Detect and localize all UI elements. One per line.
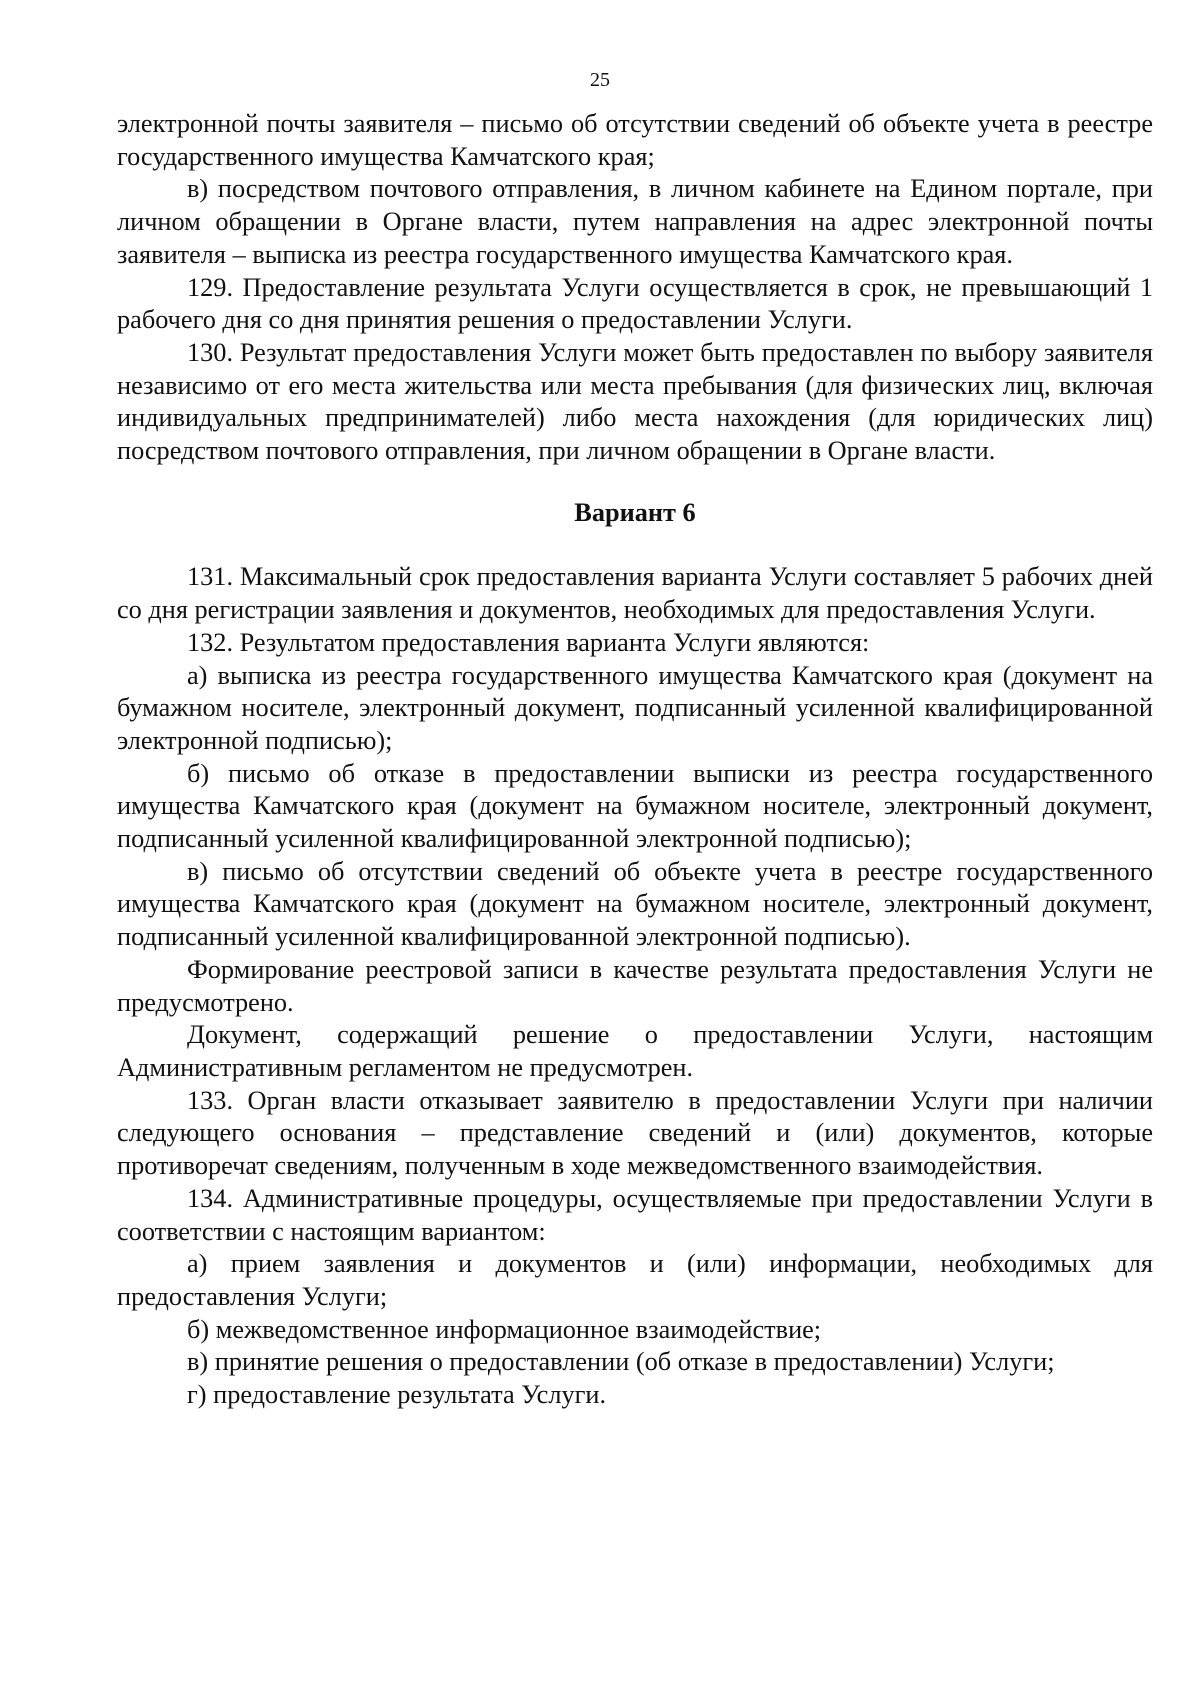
page-number: 25: [590, 69, 610, 91]
paragraph-134-g: г) предоставление результата Услуги.: [187, 1380, 607, 1410]
paragraph-132-b: б) письмо об отказе в предоставлении выписки из реестра государственного имущества Камчатского края (документ на бумажном носителе, электронный документ, подписанный усиленной квалифицированной электронной подписью);: [117, 758, 1153, 854]
paragraph-132-v: в) письмо об отсутствии сведений об объекте учета в реестре государственного имущества Камчатского края (документ на бумажном носителе, электронный документ, подписанный усиленной квалифицированной электронной подписью).: [117, 856, 1153, 952]
paragraph-132: 132. Результатом предоставления варианта Услуги являются:: [187, 627, 870, 657]
paragraph-132-a: а) выписка из реестра государственного имущества Камчатского края (документ на бумажном носителе, электронный документ, подписанный усиленной квалифицированной электронной подписью);: [117, 660, 1153, 755]
paragraph-134: 134. Административные процедуры, осуществляемые при предоставлении Услуги в соответствии с настоящим вариантом:: [117, 1183, 1153, 1246]
paragraph-134-a: а) прием заявления и документов и (или) информации, необходимых для предоставления Услуги;: [117, 1249, 1153, 1311]
paragraph-129: 129. Предоставление результата Услуги осуществляется в срок, не превышающий 1 рабочего дня со дня принятия решения о предоставлении Услуги.: [117, 272, 1153, 335]
paragraph-continuation: электронной почты заявителя – письмо об отсутствии сведений об объекте учета в реестре государственного имущества Камчатского края;: [117, 109, 1153, 171]
paragraph-registry-record: Формирование реестровой записи в качестве результата предоставления Услуги не предусмотрено.: [117, 954, 1153, 1017]
section-heading: Вариант 6: [574, 497, 696, 527]
document-body: [117, 108, 1153, 1412]
paragraph-130: 130. Результат предоставления Услуги может быть предоставлен по выбору заявителя независимо от его места жительства или места пребывания (для физических лиц, включая индивидуальных предпринимателей) либо места нахождения (для юридических лиц) посредством почтового отправления, при личном обращении в Органе власти.: [117, 337, 1153, 466]
paragraph-134-b: б) межведомственное информационное взаимодействие;: [187, 1314, 822, 1344]
paragraph-item-v: в) посредством почтового отправления, в личном кабинете на Едином портале, при личном обращении в Органе власти, путем направления на адрес электронной почты заявителя – выписка из реестра государственного имущества Камчатского края.: [117, 174, 1153, 269]
paragraph-134-v: в) принятие решения о предоставлении (об отказе в предоставлении) Услуги;: [187, 1347, 1055, 1377]
paragraph-131: 131. Максимальный срок предоставления варианта Услуги составляет 5 рабочих дней со дня регистрации заявления и документов, необходимых для предоставления Услуги.: [117, 562, 1153, 625]
paragraph-decision-document: Документ, содержащий решение о предоставлении Услуги, настоящим Административным регламентом не предусмотрен.: [117, 1020, 1153, 1082]
paragraph-133: 133. Орган власти отказывает заявителю в предоставлении Услуги при наличии следующего основания – представление сведений и (или) документов, которые противоречат сведениям, полученным в ходе межведомственного взаимодействия.: [117, 1085, 1153, 1181]
